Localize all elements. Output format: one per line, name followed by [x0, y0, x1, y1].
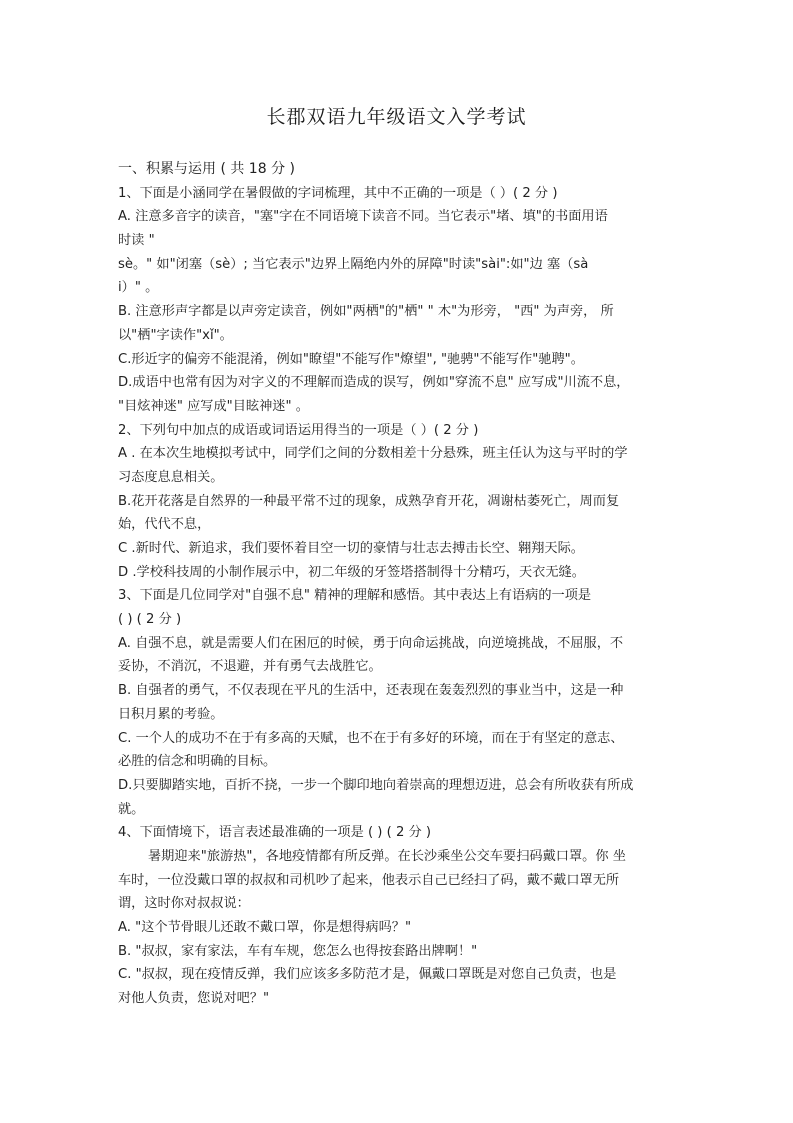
q4-option-a: A. "这个节骨眼儿还敢不戴口罩，你是想得病吗？" — [118, 920, 412, 935]
q4-scenario-line2: 车时，一位没戴口罩的叔叔和司机吵了起来，他表示自己已经扫了码，戴不戴口罩无所 — [118, 872, 620, 888]
q2-option-c: C .新时代、新追求，我们要怀着目空一切的豪情与壮志去搏击长空、翱翔天际。 — [118, 541, 584, 556]
q3-option-b-line1: B. 自强者的勇气，不仅表现在平凡的生活中，还表现在轰轰烈烈的事业当中，这是一种 — [118, 683, 624, 699]
q1-stem: 1、下面是小涵同学在暑假做的字词梳理，其中不正确的一项是（ ）( 2 分 ) — [118, 185, 558, 201]
q1-option-d-line2: "目炫神迷" 应写成"目眩神迷" 。 — [118, 398, 309, 414]
q3-option-a-line2: 妥协，不消沉，不退避，并有勇气去战胜它。 — [118, 659, 382, 675]
q1-option-a-line4: i）" 。 — [118, 280, 159, 296]
q1-option-d-line1: D.成语中也常有因为对字义的不理解而造成的误写，例如"穿流不息" 应写成"川流不息， — [118, 375, 630, 391]
exam-content — [118, 158, 678, 1011]
q1-option-c: C.形近字的偏旁不能混淆，例如"瞭望"不能写作"燎望", "驰骋"不能写作"驰聘"。 — [118, 351, 584, 367]
q2-option-d: D .学校科技周的小制作展示中，初二年级的牙签塔搭制得十分精巧，天衣无缝。 — [118, 564, 585, 580]
q3-option-d-line2: 就。 — [118, 801, 145, 817]
q3-stem-line1: 3、下面是几位同学对"自强不息" 精神的理解和感悟。其中表达上有语病的一项是 — [118, 588, 592, 604]
q3-option-d-line1: D.只要脚踏实地，百折不挠，一步一个脚印地向着崇高的理想迈进，总会有所收获有所成 — [118, 777, 634, 793]
q2-option-b-line1: B.花开花落是自然界的一种最平常不过的现象，成熟孕育开花，凋谢枯萎死亡，周而复 — [118, 493, 620, 509]
q1-option-a-line2: 时读 " — [118, 233, 155, 249]
section-heading: 一、积累与运用 ( 共 18 分 ) — [118, 161, 295, 177]
q2-stem: 2、下列句中加点的成语或词语运用得当的一项是（ ）( 2 分 ) — [118, 422, 479, 438]
q1-option-a-line1: A. 注意多音字的读音，"塞"字在不同语境下读音不同。当它表示"堵、填"的书面用语 — [118, 209, 608, 225]
q3-option-c-line2: 必胜的信念和明确的目标。 — [118, 754, 277, 770]
q2-option-a-line2: 习态度息息相关。 — [118, 469, 224, 485]
q4-option-c-line1: C. "叔叔，现在疫情反弹，我们应该多多防范才是，佩戴口罩既是对您自己负责，也是 — [118, 967, 617, 983]
q2-option-a-line1: A . 在本次生地模拟考试中，同学们之间的分数相差十分悬殊，班主任认为这与平时的学 — [118, 446, 628, 462]
exam-title: 长郡双语九年级语文入学考试 — [266, 106, 527, 128]
q4-scenario-line3: 谓，这时你对叔叔说： — [118, 896, 250, 912]
q1-option-a-line3: sè。" 如"闭塞（sè）; 当它表示"边界上隔绝内外的屏障"时读"sài":如"边 塞（sà — [118, 256, 589, 272]
q1-option-b-line2: 以"栖"字读作"xǐ"。 — [118, 327, 233, 343]
q3-option-b-line2: 日积月累的考验。 — [118, 706, 224, 722]
q3-stem-line2: ( ) ( 2 分 ) — [118, 612, 182, 628]
q4-stem: 4、下面情境下，语言表述最准确的一项是 ( ) ( 2 分 ) — [118, 825, 432, 841]
q4-option-b: B. "叔叔，家有家法，车有车规，您怎么也得按套路出牌啊！" — [118, 943, 478, 959]
q4-option-c-line2: 对他人负责，您说对吧？" — [118, 991, 270, 1007]
q3-option-a-line1: A. 自强不息，就是需要人们在困厄的时候，勇于向命运挑战，向逆境挑战，不屈服，不 — [118, 635, 624, 651]
q3-option-c-line1: C. 一个人的成功不在于有多高的天赋，也不在于有多好的环境，而在于有坚定的意志、 — [118, 730, 624, 746]
q1-option-b-line1: B. 注意形声字都是以声旁定读音，例如"两栖"的"栖" " 木"为形旁， "西" 为声旁， 所 — [118, 304, 614, 320]
q4-scenario-line1: 暑期迎来"旅游热"，各地疫情都有所反弹。在长沙乘坐公交车要扫码戴口罩。你 坐 — [148, 848, 626, 864]
q2-option-b-line2: 始，代代不息， — [118, 517, 211, 533]
